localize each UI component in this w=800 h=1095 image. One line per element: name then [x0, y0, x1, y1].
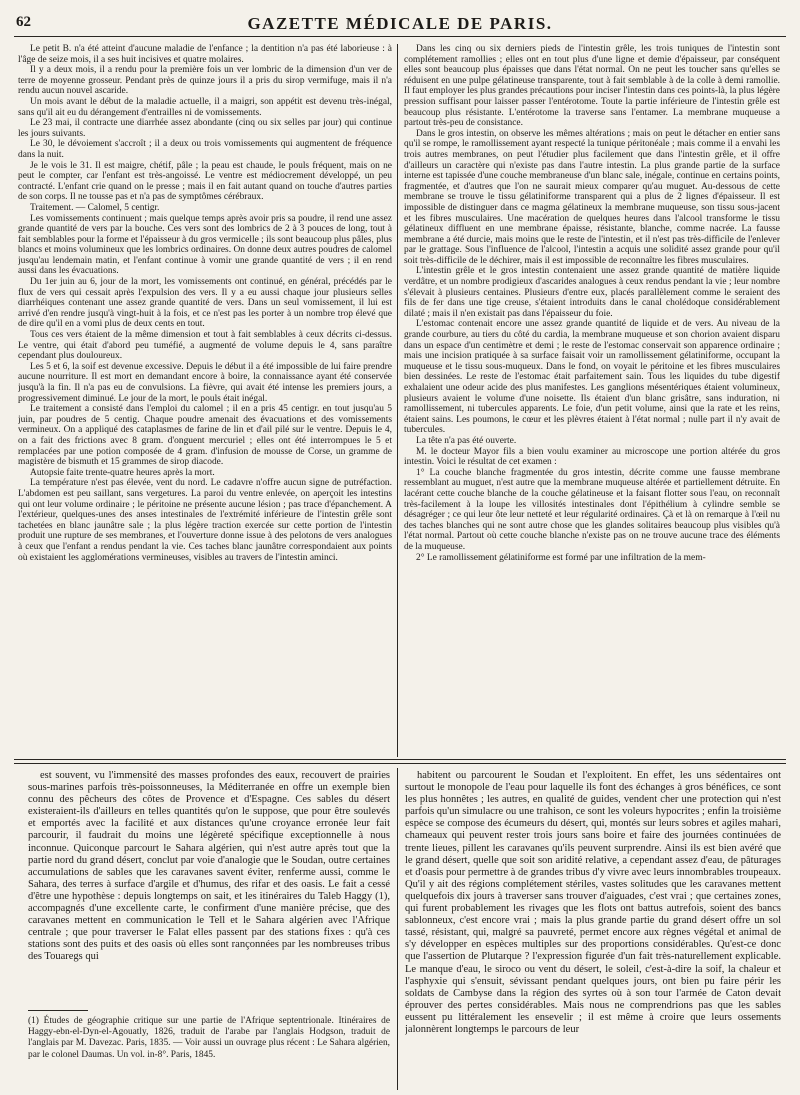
- paragraph: Le 23 mai, il contracte une diarrhée assez abondante (cinq ou six selles par jour) qui continue les jours suivants.: [18, 118, 392, 139]
- paragraph: L'estomac contenait encore une assez grande quantité de liquide et de vers. Au niveau de la grande courbure, au tiers du côté du cardia, la membrane muqueuse et son chorion avaient disparu dans un espace d'un centimètre et demi ; le reste de l'estomac conservait son apparence ordinaire ; mais une incision pratiquée à sa surface faisait voir un ramollissement gélatiniforme, occupant la muqueuse et le tissu sous-muqueux. Dans le fond, on voyait le péritoine et les fibres musculaires bien dessinées. Le reste de l'estomac était parfaitement sain. Tous les liquides du tube digestif exhalaient une odeur acide des plus manifestes. Les ganglions mésentériques étaient volumineux, plusieurs avaient le volume d'une noisette. Ils étaient d'un blanc grisâtre, sans induration, ni ramollissement, ni tubercules apparents. Le foie, d'un petit volume, ainsi que la rate et les reins, étaient sains. Les poumons, le cœur et les plèvres étaient à l'état normal ; nulle part il n'y avait de tubercules.: [404, 319, 780, 436]
- column-divider: [397, 44, 398, 757]
- article-column-left: [18, 44, 392, 757]
- paragraph: La température n'est pas élevée, vent du nord. Le cadavre n'offre aucun signe de putréfaction. L'abdomen est peu saillant, sans vergetures. La paroi du ventre enlevée, on aperçoit les intestins qui ont leur volume ordinaire ; le péritoine ne présente aucune lésion ; pas trace d'épanchement. A l'extérieur, quelques-unes des anses intestinales de l'extrémité inférieure de l'intestin grêle sont tachetées en blanc jaunâtre sale ; la plus légère traction exercée sur cette portion de l'intestin produit une rupture de ses membranes, et l'ouverture donne issue à des pelotons de vers analogues à ceux que l'enfant a rendus pendant la vie. Ces taches blanc jaunâtre correspondaient aux points où existaient les agglomérations vermineuses, visibles au travers de l'intestin aminci.: [18, 478, 392, 563]
- paragraph: Le petit B. n'a été atteint d'aucune maladie de l'enfance ; la dentition n'a pas été laborieuse : à l'âge de seize mois, il a ses huit incisives et quatre molaires.: [18, 44, 392, 65]
- paragraph: Dans les cinq ou six derniers pieds de l'intestin grêle, les trois tuniques de l'intestin sont complétement ramollies ; elles ont en tout plus d'une ligne et demie d'épaisseur, par conséquent elles sont beaucoup plus épaisses que dans l'état normal. On ne peut les toucher sans qu'elles se réduisent en une pulpe gélatineuse transparente, tout à fait semblable à de la colle à demi ramollie. Il faut employer les plus grandes précautions pour inciser l'intestin dans ces points-là, la plus légère pression suffisant pour laisser passer l'entérotome. Toute la partie inférieure de l'intestin grêle est beaucoup plus résistante. L'entérotome la traverse sans l'entamer. La membrane muqueuse a partout très-peu de consistance.: [404, 44, 780, 129]
- footnote: (1) Études de géographie critique sur une partie de l'Afrique septentrionale. Itinéraires de Haggy-ebn-el-Dyn-el-Agouatly, 1826, traduit de l'arabe par l'anglais Hodgson, traduit de l'anglais par M. Davezac. Paris, 1835. — Voir aussi un ouvrage plus récent : Le Sahara algérien, par le colonel Daumas. Un vol. in-8°. Paris, 1845.: [28, 1016, 390, 1060]
- footnote-rule: [28, 1010, 88, 1011]
- paragraph: Un mois avant le début de la maladie actuelle, il a maigri, son appétit est devenu très-inégal, sans qu'il ait eu du dérangement d'entrailles ni de vomissements.: [18, 96, 392, 118]
- paragraph: Les 5 et 6, la soif est devenue excessive. Depuis le début il a été impossible de lui faire prendre aucune nourriture. Il est mort en demandant encore à boire, la connaissance ayant été conservée jusqu'à la fin. Il n'a pas eu de convulsions. La fièvre, qui avait été intense les premiers jours, a progressivement diminué. Le jour de la mort, le pouls était inégal.: [18, 361, 392, 404]
- paragraph: Il y a deux mois, il a rendu pour la première fois un ver lombric de la dimension d'un ver de terre de moyenne grosseur. Pendant près de quinze jours il a pris du sirop vermifuge, mais il n'a rendu aucun nouvel ascaride.: [18, 65, 392, 97]
- page-header: [14, 10, 786, 37]
- paragraph: M. le docteur Mayor fils a bien voulu examiner au microscope une portion altérée du gros intestin. Voici le résultat de cet examen :: [404, 446, 780, 468]
- paragraph: Tous ces vers étaient de la même dimension et tout à fait semblables à ceux décrits ci-dessus. Le ventre, qui était d'abord peu tuméfié, a augmenté de volume depuis le 4, sans paraître cependant plus douloureux.: [18, 330, 392, 362]
- section-separator-bottom: [14, 763, 786, 764]
- paragraph: Le 30, le dévoiement s'accroît ; il a deux ou trois vomissements qui augmentent de fréquence dans la nuit.: [18, 139, 392, 160]
- paragraph: Les vomissements continuent ; mais quelque temps après avoir pris sa poudre, il rend une assez grande quantité de vers par la bouche. Ces vers sont des lombrics de 2 à 3 pouces de long, tout à fait semblables pour la forme et l'épaisseur à du gros vermicelle ; ils sont beaucoup plus pâles, plus blancs et moins volumineux que les lombrics ordinaires. On donne deux autres poudres de calomel jusqu'au lendemain matin, et l'enfant continue à vomir une grande quantité de vers ; il en rend aussi dans les évacuations.: [18, 213, 392, 277]
- paragraph: Le traitement a consisté dans l'emploi du calomel ; il en a pris 45 centigr. en tout jusqu'au 5 juin, par poudres de 5 centig. Chaque poudre amenait des évacuations et des vomissements vermineux. On a appliqué des cataplasmes de farine de lin et d'ail pilé sur le ventre. Depuis le 4, on a fait des frictions avec 8 gram. d'onguent mercuriel ; elles ont été interrompues le 5 et remplacées par une potion composée de 4 gram. d'infusion de mousse de Corse, un gramme de magistère de bismuth et 15 grammes de sirop diacode.: [18, 404, 392, 468]
- feuilleton-column-right: [405, 770, 781, 1086]
- paragraph: Dans le gros intestin, on observe les mêmes altérations ; mais on peut le détacher en entier sans qu'il se rompe, le ramollissement ayant respecté la tunique péritonéale ; mais comme il a envahi les trois autres membranes, on peut l'étudier plus facilement que dans l'intestin grêle, et il offre d'ailleurs un caractère qui n'existe pas dans l'autre intestin. La plus grande partie de la surface interne est tapissée d'une couche membraneuse d'un blanc sale, inégale, continue en certains points, fragmentée, et d'autres que l'on ne saurait mieux comparer qu'au muguet. Au-dessous de cette membrane se trouve le tissu gélatiniforme transparent qui a plus de 2 lignes d'épaisseur. Il est impossible de distinguer dans ce magma gélatineux la membrane muqueuse, son tissu sous-jacent et les fibres musculaires. Une macération de quelques heures dans l'alcool transforme le tissu gélatineux diffluent en une membrane épaisse, résistante, blanche, comme nacrée. La fausse membrane a été durcie, mais moins que le reste de l'intestin, et il n'est pas très-difficile de l'enlever par le grattage. Sous l'influence de l'alcool, l'intestin a acquis une solidité assez grande pour qu'il soit très-difficile de le déchirer, mais il est impossible de reconnaître les fibres musculaires.: [404, 128, 780, 266]
- journal-title: GAZETTE MÉDICALE DE PARIS.: [247, 14, 553, 33]
- paragraph: habitent ou parcourent le Soudan et l'exploitent. En effet, les uns sédentaires ont surtout le monopole de l'eau pour laquelle ils font des échanges à gros bénéfices, ce sont les plus honnêtes ; les autres, en qualité de guides, vendent cher une protection qui n'est parfois qu'un simulacre ou une trahison, ce sont les voleurs hypocrites ; enfin la troisième espèce se compose des écumeurs du désert, qui, montés sur leurs sobres et agiles mahari, chameaux qui peuvent rester trois jours sans boire et faire des journées continuées de trente lieues, pillent les caravanes qu'ils peuvent surprendre. Ainsi ils est bien avéré que le grand désert, quelle que soit son aridité relative, a cependant assez d'eau, de pâturages et d'oasis pour permettre à de grandes tribus d'y vivre avec leurs innombrables troupeaux. Qu'il y ait des régions complétement stériles, vastes solitudes que les caravanes mettent quelquefois dix jours à traverser sans trouver d'aiguades, c'est vrai ; que certaines zones, qui furent probablement les rivages que les flots ont battus autrefois, soient des bancs sablonneux, c'est encore vrai ; mais la plus grande partie du grand désert offre un sol tassé, résistant, qui, malgré sa pauvreté, permet encore aux règnes végétal et animal de s'y développer en espèces multiples sur des proportions considérables. Qu'est-ce donc que l'assertion de Plutarque ? l'expression figurée d'un fait très-naturellement explicable. Le manque d'eau, le siroco ou vent du désert, le soleil, c'est-à-dire la soif, la chaleur et l'asphyxie qui s'ensuit, sévissant pendant quelques jours, ont bien pu faire périr les soldats de Cambyse dans la région des syrtes où à son tour l'armée de Caton devait éprouver des pertes considérables. Mais nous ne comprendrions pas que les sables eussent pu littéralement les ensevelir ; il est même à croire que leurs ossements jalonnèrent longtemps le parcours de leur: [405, 770, 781, 1035]
- paragraph: L'intestin grêle et le gros intestin contenaient une assez grande quantité de matière liquide verdâtre, et un nombre prodigieux d'ascarides analogues à ceux rendus pendant la vie ; leur nombre s'élevait à plusieurs centaines. Plusieurs d'entre eux, placés parallèlement comme le seraient des fils de fer dans une tige creuse, s'étaient introduits dans le canal cholédoque considérablement dilaté ; mais il n'en existait pas dans l'épaisseur du foie.: [404, 266, 780, 319]
- paragraph: 2° Le ramollissement gélatiniforme est formé par une infiltration de la mem-: [416, 552, 706, 563]
- section-separator-top: [14, 759, 786, 760]
- paragraph: est souvent, vu l'immensité des masses profondes des eaux, recouvert de prairies sous-marines parfois très-poissonneuses, la Méditerranée en offre un exemple bien connu des pêcheurs des côtes de Provence et d'Espagne. Ces sables du désert existeraient-ils d'ailleurs en telles quantités qu'on le suppose, que pour être soulevés et emportés avec la facilité et aux distances qu'une croyance erronée leur fait parcourir, il faudrait du moins une légèreté spécifique exceptionnelle à nous inconnue. Quiconque parcourt le Sahara algérien, qui n'est autre après tout que la partie nord du grand désert, conclut par voie d'analogie que le Soudan, outre certaines accumulations de sables que les caravanes savent éviter, renferme aussi, comme le Sahara, des terres à surface d'argile et d'humus, des rifar et des oasis. Le fait a cessé d'être une hypothèse : depuis longtemps on sait, et les itinéraires du Taleb Haggy (1), accompagnés d'une excellente carte, le confirment d'une manière précise, que des caravanes mettent en communication le Tell et le Sahara algérien avec l'Afrique centrale ; que pour traverser le Falat elles passent par des stations fixes : qu'à ces stations sont des puits et des oasis où elles sont rançonnées par les nombreuses tribus des Touaregs qui: [28, 770, 390, 963]
- paragraph: Autopsie faite trente-quatre heures après la mort.: [30, 467, 215, 478]
- paragraph: 1° La couche blanche fragmentée du gros intestin, décrite comme une fausse membrane ressemblant au muguet, n'est autre que la membrane muqueuse altérée et partiellement détruite. En lacérant cette couche blanche de la couche gélatineuse et la faisant flotter sous l'eau, on reconnaît très-facilement à la loupe les villosités intestinales dont l'épithélium à cylindre semble se désagréger ; ce qui leur ôte leur netteté et leur régularité ordinaires. Çà et là on remarque à l'œil nu des taches blanches qui ne sont autre chose que les glandes solitaires beaucoup plus visibles qu'à l'état normal. Partout où cette couche blanche n'existe pas on ne trouve aucune trace des éléments de la muqueuse.: [404, 467, 780, 552]
- paragraph: Traitement. — Calomel, 5 centigr.: [30, 202, 160, 213]
- paragraph: Du 1er juin au 6, jour de la mort, les vomissements ont continué, en général, précédés par le flux de vers qui cessait après l'expulsion des vers. Il y a eu aussi chaque jour plusieurs selles diarrhéiques contenant une assez grande quantité de vers. Dans un seul vomissement, il lui est arrivé d'en rendre jusqu'à vingt-huit à la fois, et ce n'est pas les porter à un nombre trop élevé que de dire qu'il en a vomi plus de deux cents en tout.: [18, 277, 392, 330]
- paragraph: La tête n'a pas été ouverte.: [416, 435, 517, 446]
- paragraph: Je le vois le 31. Il est maigre, chétif, pâle ; la peau est chaude, le pouls fréquent, mais on ne peut le compter, car l'enfant est très-angoissé. Le ventre est médiocrement développé, un peu contracté. L'enfant crie quand on le presse ; mais il en fait autant quand on touche d'autres parties de son corps. Il ne tousse pas et n'a pas de symptômes cérébraux.: [18, 160, 392, 203]
- page-number: 62: [16, 14, 31, 30]
- article-column-right: [404, 44, 780, 757]
- feuilleton-divider: [397, 768, 398, 1090]
